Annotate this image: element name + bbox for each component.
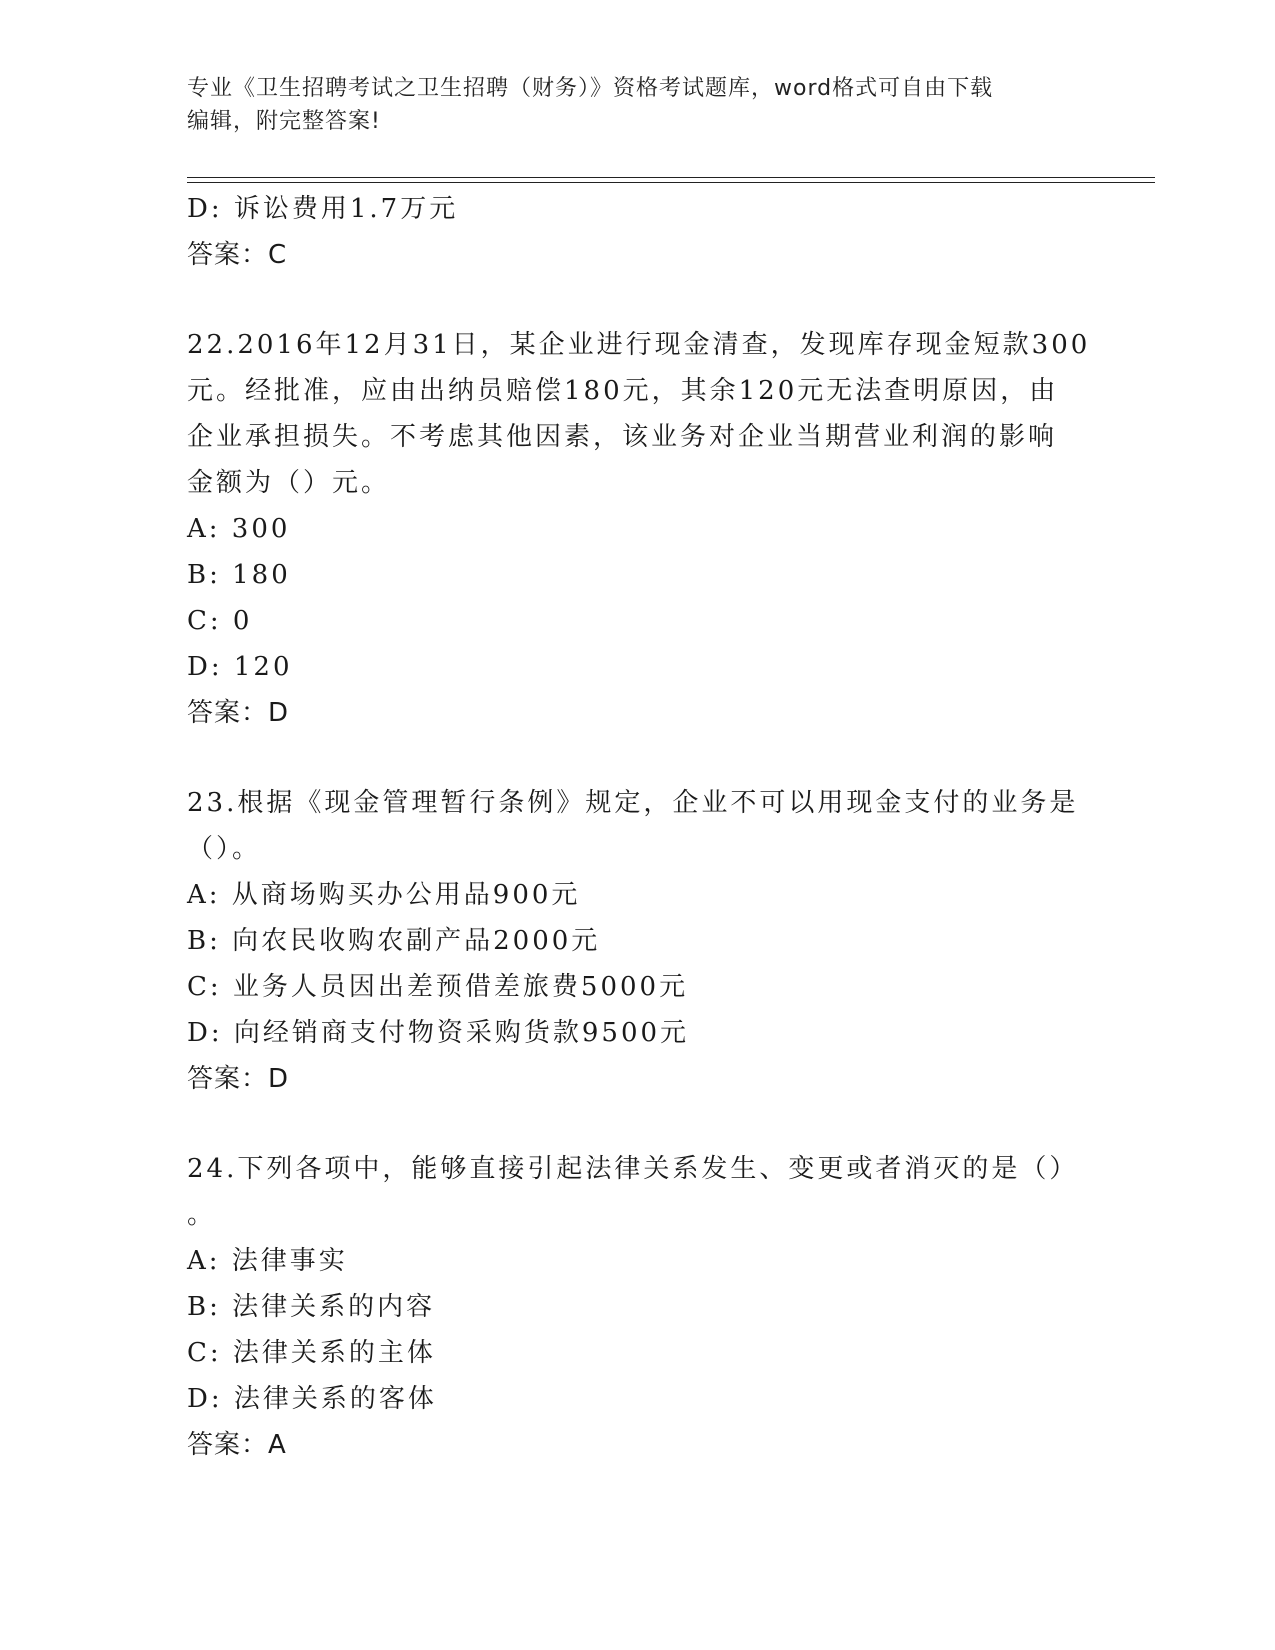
- question-22-stem-line: 22.2016年12月31日，某企业进行现金清查，发现库存现金短款300: [187, 330, 1091, 360]
- spacer: [187, 736, 1087, 780]
- question-23-answer: 答案：D: [187, 1064, 290, 1094]
- spacer: [187, 1102, 1087, 1146]
- question-23-option-c: C: 业务人员因出差预借差旅费5000元: [187, 972, 689, 1002]
- question-22-stem-line: 金额为（）元。: [187, 468, 391, 498]
- question-23-option-b: B: 向农民收购农副产品2000元: [187, 926, 601, 956]
- question-22-stem-line: 元。经批准，应由出纳员赔偿180元，其余120元无法查明原因，由: [187, 376, 1059, 406]
- question-22-option-d: D: 120: [187, 652, 293, 682]
- question-22-option-c: C: 0: [187, 606, 253, 636]
- question-24-answer: 答案：A: [187, 1430, 287, 1460]
- question-24: [187, 1146, 1087, 1468]
- prev-answer: 答案：C: [187, 240, 288, 270]
- header-divider-bottom: [187, 182, 1155, 183]
- question-23-stem-line: 23.根据《现金管理暂行条例》规定，企业不可以用现金支付的业务是: [187, 788, 1079, 818]
- question-24-option-a: A: 法律事实: [187, 1246, 348, 1276]
- prev-option-d: D: 诉讼费用1.7万元: [187, 194, 459, 224]
- question-24-option-b: B: 法律关系的内容: [187, 1292, 436, 1322]
- question-22-option-b: B: 180: [187, 560, 291, 590]
- question-22-option-a: A: 300: [187, 514, 291, 544]
- header-divider-top: [187, 177, 1155, 178]
- question-22-stem-line: 企业承担损失。不考虑其他因素，该业务对企业当期营业利润的影响: [187, 422, 1058, 452]
- question-24-stem-line: 。: [187, 1200, 217, 1230]
- header-line-1: 专业《卫生招聘考试之卫生招聘（财务）》资格考试题库，word格式可自由下载: [187, 76, 994, 101]
- question-23: [187, 780, 1087, 1102]
- question-23-option-a: A: 从商场购买办公用品900元: [187, 880, 581, 910]
- question-22-answer: 答案：D: [187, 698, 290, 728]
- question-24-option-d: D: 法律关系的客体: [187, 1384, 437, 1414]
- question-23-stem-line: （）。: [187, 834, 262, 864]
- spacer: [187, 278, 1087, 322]
- question-22: [187, 322, 1091, 736]
- question-content: [187, 186, 1091, 1468]
- header-line-2: 编辑，附完整答案!: [187, 109, 381, 134]
- page-header: [187, 72, 1087, 138]
- question-24-option-c: C: 法律关系的主体: [187, 1338, 436, 1368]
- question-23-option-d: D: 向经销商支付物资采购货款9500元: [187, 1018, 690, 1048]
- question-24-stem-line: 24.下列各项中，能够直接引起法律关系发生、变更或者消灭的是（）: [187, 1154, 1079, 1184]
